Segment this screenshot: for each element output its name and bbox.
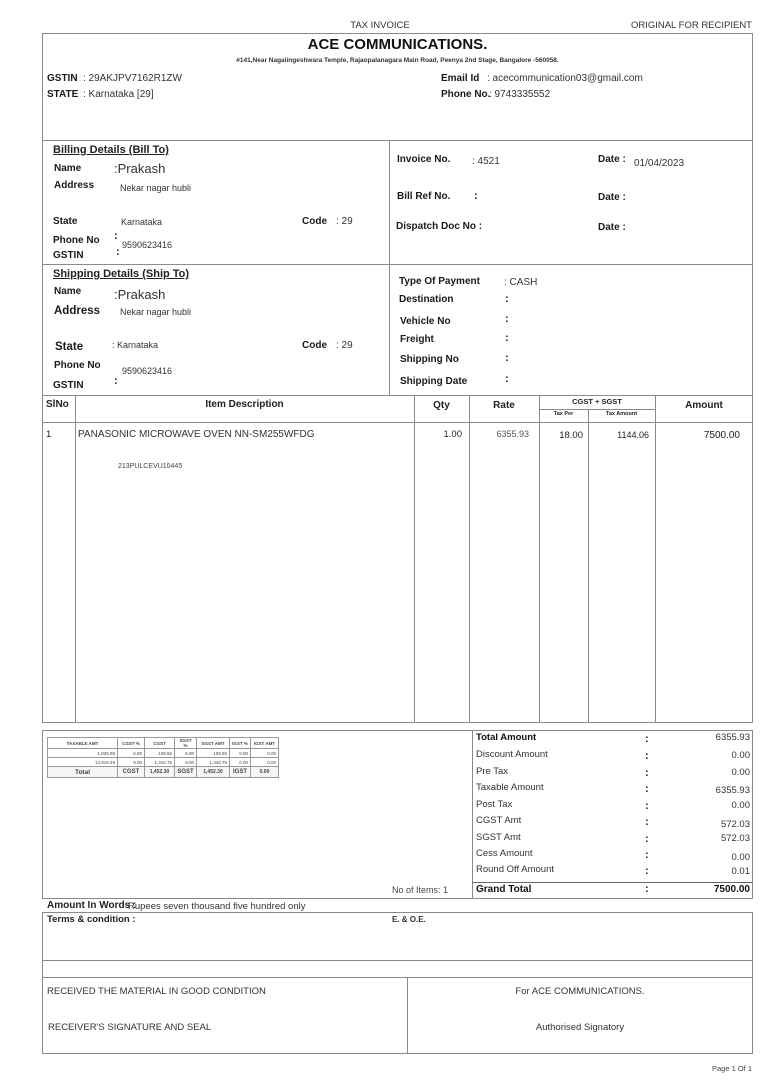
row-qty: 1.00 [443,429,462,440]
tax-total-cell: SGST [175,767,197,778]
no-of-items: No of Items: 1 [392,885,449,895]
colon: : [645,816,649,828]
billing-state-label: State [53,216,78,227]
tax-row [48,758,279,767]
totals-value: 572.03 [720,833,750,844]
totals-label: Post Tax [476,799,513,810]
tax-cell: 0.00 [251,749,279,758]
shipping-state-label: State [55,341,84,353]
totals-label: Cess Amount [476,848,533,859]
colon: : [645,849,649,861]
colon: : [645,883,649,895]
header-rate: Rate [493,400,515,411]
tax-cell: 109.55 [145,749,175,758]
shipping-phone: 9590623416 [122,366,173,376]
bill-ref-label: Bill Ref No. [397,191,451,202]
tax-cell: 9.00 [175,758,197,767]
row-rate: 6355.93 [496,429,529,439]
tax-cell: 14,919.49 [48,758,118,767]
shipping-code: : 29 [336,340,353,351]
colon: : [645,733,649,745]
billing-name: :Prakash [114,161,166,176]
receiver-signature-label: RECEIVER'S SIGNATURE AND SEAL [48,1022,212,1033]
vehicle-no-label: Vehicle No [400,316,451,327]
shipping-name-label: Name [54,286,82,297]
company-gstin-label: GSTIN [47,73,78,84]
shipping-date-label: Shipping Date [400,376,468,387]
payment-type-label: Type Of Payment [399,276,480,287]
shipping-state: : Karnataka [112,340,159,350]
colon: : [645,750,649,762]
colon: : [645,783,649,795]
company-phone-label: Phone No. [441,89,491,100]
row-description: PANASONIC MICROWAVE OVEN NN-SM255WFDG [78,429,315,440]
divider [539,409,655,410]
billing-state: Karnataka [121,217,163,227]
header-tax-amount: Tax Amount [605,411,638,417]
tax-header: IGST AMT [251,738,279,749]
shipping-name: :Prakash [114,287,166,302]
invoice-date-label: Date : [598,154,626,165]
tax-total-cell: 1,452.30 [197,767,230,778]
billing-code-label: Code [302,216,327,227]
totals-value: 0.00 [731,852,750,863]
bill-ref-date-label: Date : [598,192,626,203]
totals-value: 572.03 [720,819,750,830]
header-gst-group: CGST + SGST [572,397,622,406]
shipping-no-value: : [505,352,509,364]
header-slno: SlNo [46,399,69,410]
colon: : [114,375,118,387]
totals-value: 0.01 [731,866,750,877]
company-address: #141,Near Nagalingeshwara Temple, Rajaopalanagara Main Road, Peenya 2nd Stage, Bangalore -560058. [236,57,559,64]
grand-total-value: 7500.00 [713,884,750,895]
freight-value: : [505,332,509,344]
tax-header: TAXABLE AMT [48,738,118,749]
tax-cell: 6.00 [118,749,145,758]
tax-total-cell: 0.00 [251,767,279,778]
totals-value: 0.00 [731,750,750,761]
shipping-address-label: Address [54,305,101,317]
billing-phone: 9590623416 [122,240,173,250]
totals-label: CGST Amt [476,815,522,826]
for-company-label: For ACE COMMUNICATIONS. [515,986,645,997]
shipping-code-label: Code [302,340,327,351]
totals-label: Total Amount [476,732,537,743]
company-name: ACE COMMUNICATIONS. [307,36,488,53]
dispatch-date-label: Date : [598,222,626,233]
divider [42,395,753,396]
tax-header: SGST % [175,738,197,749]
invoice-frame [42,33,753,723]
page-number: Page 1 Of 1 [711,1064,752,1073]
colon: : [645,833,649,845]
colon: : [114,230,118,242]
header-qty: Qty [433,400,450,411]
header-description: Item Description [205,399,284,410]
totals-label: Taxable Amount [476,782,544,793]
row-tax-per: 18.00 [559,430,583,441]
tax-total-cell: CGST [118,767,145,778]
freight-label: Freight [400,334,434,345]
shipping-address: Nekar nagar hubli [120,307,192,317]
billing-address: Nekar nagar hubli [120,183,192,193]
eoe-label: E. & O.E. [392,915,426,924]
received-text: RECEIVED THE MATERIAL IN GOOD CONDITION [47,986,266,997]
grand-total-label: Grand Total [476,884,532,895]
totals-label: Discount Amount [476,749,548,760]
invoice-no-label: Invoice No. [397,154,451,165]
tax-header: CGST [145,738,175,749]
shipping-date-value: : [505,373,509,385]
shipping-gstin-label: GSTIN [53,380,84,391]
company-phone: : 9743335552 [489,89,551,100]
row-amount: 7500.00 [703,430,740,441]
totals-value: 0.00 [731,800,750,811]
amount-words-label: Amount In Words : [47,900,137,911]
divider [539,395,540,722]
shipping-no-label: Shipping No [400,354,459,365]
totals-label: Pre Tax [476,766,509,777]
divider [414,395,415,722]
invoice-no: : 4521 [472,156,500,167]
tax-header: CGST % [118,738,145,749]
tax-total-cell: IGST [230,767,251,778]
company-email-label: Email Id [441,73,480,84]
totals-value: 6355.93 [715,785,750,796]
colon: : [116,246,120,258]
divider [42,898,753,899]
row-tax-amount: 1144.06 [617,430,649,440]
company-state-label: STATE [47,89,79,100]
row-slno: 1 [46,429,52,440]
divider [42,140,753,141]
totals-value: 0.00 [731,767,750,778]
divider [472,882,753,883]
billing-code: : 29 [336,216,353,227]
invoice-date: 01/04/2023 [634,158,685,169]
tax-cell: 6.00 [175,749,197,758]
terms-label: Terms & condition : [47,914,136,925]
billing-name-label: Name [54,163,82,174]
dispatch-doc-label: Dispatch Doc No : [396,221,483,232]
divider [42,960,753,961]
shipping-phone-label: Phone No [54,360,101,371]
billing-gstin-label: GSTIN [53,250,84,261]
authorised-signatory-label: Authorised Signatory [535,1022,625,1033]
shipping-heading: Shipping Details (Ship To) [53,268,190,280]
divider [75,395,76,722]
tax-header: SGST AMT [197,738,230,749]
company-gstin: : 29AKJPV7162R1ZW [83,73,182,84]
tax-cell: 0.00 [230,749,251,758]
tax-cell: 9.00 [118,758,145,767]
tax-cell: 1,342.75 [145,758,175,767]
tax-header: IGST % [230,738,251,749]
destination-label: Destination [399,294,454,305]
totals-label: SGST Amt [476,832,521,843]
billing-phone-label: Phone No [53,235,100,246]
totals-label: Round Off Amount [476,864,554,875]
divider [469,395,470,722]
copy-label: ORIGINAL FOR RECIPIENT [630,20,752,31]
divider [42,977,753,978]
company-state: : Karnataka [29] [83,89,154,100]
header-tax-per: Tax Per [553,411,574,417]
document-title: TAX INVOICE [350,20,410,31]
billing-heading: Billing Details (Bill To) [53,144,169,156]
tax-total-row [48,767,279,778]
colon: : [645,865,649,877]
tax-total-cell: 1,452.30 [145,767,175,778]
divider [42,264,753,265]
totals-value: 6355.93 [715,732,750,743]
tax-cell: 1,825.89 [48,749,118,758]
divider [655,395,656,722]
vehicle-no-value: : [505,313,509,325]
company-email[interactable]: : acecommunication03@gmail.com [487,73,643,84]
divider [588,409,589,722]
row-serial: 213PULCEVU10445 [118,463,183,470]
amount-words: Rupees seven thousand five hundred only [128,901,306,912]
tax-cell: 0.00 [230,758,251,767]
payment-type: : CASH [504,277,538,288]
tax-cell: 109.55 [197,749,230,758]
colon: : [645,767,649,779]
destination-value: : [505,293,509,305]
divider [389,140,390,395]
bill-ref-value: : [474,190,478,202]
tax-cell: 1,342.75 [197,758,230,767]
header-amount: Amount [685,400,723,411]
tax-row [48,749,279,758]
tax-breakup-table [47,737,279,778]
tax-cell: 0.00 [251,758,279,767]
billing-address-label: Address [54,180,95,191]
tax-total-cell: Total [48,767,118,778]
colon: : [645,800,649,812]
divider [42,422,753,423]
